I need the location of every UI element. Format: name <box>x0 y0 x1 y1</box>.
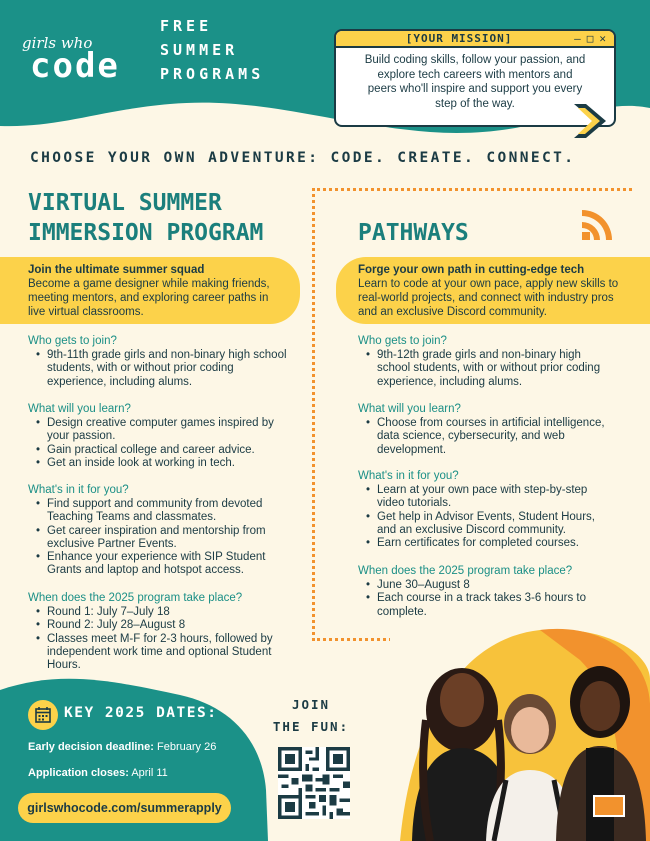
list-item: • Choose from courses in artificial intelligence, data science, cybersecurity, and web development. <box>366 417 610 457</box>
list-item: • Find support and community from devoted Teaching Teams and classmates. <box>36 498 290 524</box>
window-controls <box>574 32 606 45</box>
key-dates-title: KEY 2025 DATES: <box>64 705 218 721</box>
header-tagline <box>160 14 264 86</box>
pathways-title: PATHWAYS <box>358 220 469 246</box>
application-closes-line <box>28 767 168 779</box>
list-item: • Classes meet M-F for 2-3 hours, followed by independent work time and optional Student Hours. <box>36 633 290 673</box>
section-question: What will you learn? <box>358 403 461 415</box>
list-item: • Get help in Advisor Events, Student Hours, and an exclusive Discord community. <box>366 511 610 537</box>
virtual-benefits-section <box>28 484 290 577</box>
virtual-learn-section <box>28 403 290 470</box>
section-question: Who gets to join? <box>358 335 447 347</box>
list-item: • 9th-12th grade girls and non-binary high school students, with or without prior coding experience, including alums. <box>366 349 610 389</box>
list-item: • Round 2: July 28–August 8 <box>36 619 290 632</box>
logo-code: code <box>30 46 120 86</box>
list-item: • Design creative computer games inspired by your passion. <box>36 417 290 443</box>
virtual-title-line2: IMMERSION PROGRAM <box>28 220 264 246</box>
virtual-program-title <box>28 188 263 248</box>
join-the-fun <box>270 694 352 738</box>
list-item: • 9th-11th grade girls and non-binary high school students, with or without prior coding experience, including alums. <box>36 349 290 389</box>
early-decision-line <box>28 741 216 753</box>
application-closes-date: April 11 <box>131 767 168 779</box>
early-decision-label: Early decision deadline: <box>28 741 154 753</box>
list-item: • Round 1: July 7–July 18 <box>36 606 290 619</box>
mission-title: [YOUR MISSION] <box>405 32 513 45</box>
apply-url-link[interactable]: girlswhocode.com/summerapply <box>18 793 231 823</box>
pathways-intro-body: Learn to code at your own pace, apply new skills to real-world projects, and connect with industry pros and an exclusive Discord community. <box>358 278 619 318</box>
qr-code[interactable] <box>278 747 350 819</box>
virtual-intro <box>28 263 278 319</box>
header-line-free: FREE <box>160 17 213 35</box>
join-line1: JOIN <box>291 697 331 712</box>
virtual-intro-heading: Join the ultimate summer squad <box>28 264 205 276</box>
section-question: What's in it for you? <box>358 470 459 482</box>
early-decision-date: February 26 <box>157 741 217 753</box>
close-icon: ✕ <box>599 32 606 45</box>
list-item: • Enhance your experience with SIP Student Grants and laptop and hotspot access. <box>36 551 290 577</box>
mission-text: Build coding skills, follow your passion, and explore tech careers with mentors and peers who'll inspire and support you every step of the way. <box>364 54 586 110</box>
virtual-title-line1: VIRTUAL SUMMER <box>28 190 222 216</box>
rss-icon <box>580 204 618 242</box>
list-item: • Each course in a track takes 3-6 hours to complete. <box>366 592 610 618</box>
list-item: • Earn certificates for completed courses. <box>366 537 610 550</box>
minimize-icon: — <box>574 32 581 45</box>
list-item: • Gain practical college and career advice. <box>36 444 290 457</box>
pathways-dates-section <box>358 565 610 619</box>
virtual-who-section <box>28 335 290 389</box>
mission-titlebar <box>336 31 614 48</box>
header-line-summer: SUMMER <box>160 41 239 59</box>
pathways-learn-section <box>358 403 610 457</box>
section-question: When does the 2025 program take place? <box>358 565 573 577</box>
list-item: • Learn at your own pace with step-by-step video tutorials. <box>366 484 610 510</box>
list-item: • June 30–August 8 <box>366 579 610 592</box>
pathways-who-section <box>358 335 610 389</box>
students-photo <box>390 620 650 841</box>
section-question: Who gets to join? <box>28 335 117 347</box>
pathways-intro-heading: Forge your own path in cutting-edge tech <box>358 264 585 276</box>
page-headline: CHOOSE YOUR OWN ADVENTURE: CODE. CREATE. CONNECT. <box>30 150 576 166</box>
section-question: What's in it for you? <box>28 484 129 496</box>
list-item: • Get an inside look at working in tech. <box>36 457 290 470</box>
header-line-programs: PROGRAMS <box>160 65 265 83</box>
calendar-icon <box>28 700 58 730</box>
maximize-icon: □ <box>586 32 594 45</box>
chevron-right-icon <box>572 102 610 140</box>
section-question: What will you learn? <box>28 403 131 415</box>
pathways-benefits-section <box>358 470 610 550</box>
logo-girls-who: girls who <box>22 34 93 52</box>
join-line2: THE FUN: <box>272 719 350 734</box>
application-closes-label: Application closes: <box>28 767 129 779</box>
virtual-intro-body: Become a game designer while making friends, meeting mentors, and exploring career paths in live virtual classrooms. <box>28 278 270 318</box>
pathways-intro <box>358 263 620 319</box>
section-question: When does the 2025 program take place? <box>28 592 243 604</box>
list-item: • Get career inspiration and mentorship from exclusive Partner Events. <box>36 525 290 551</box>
